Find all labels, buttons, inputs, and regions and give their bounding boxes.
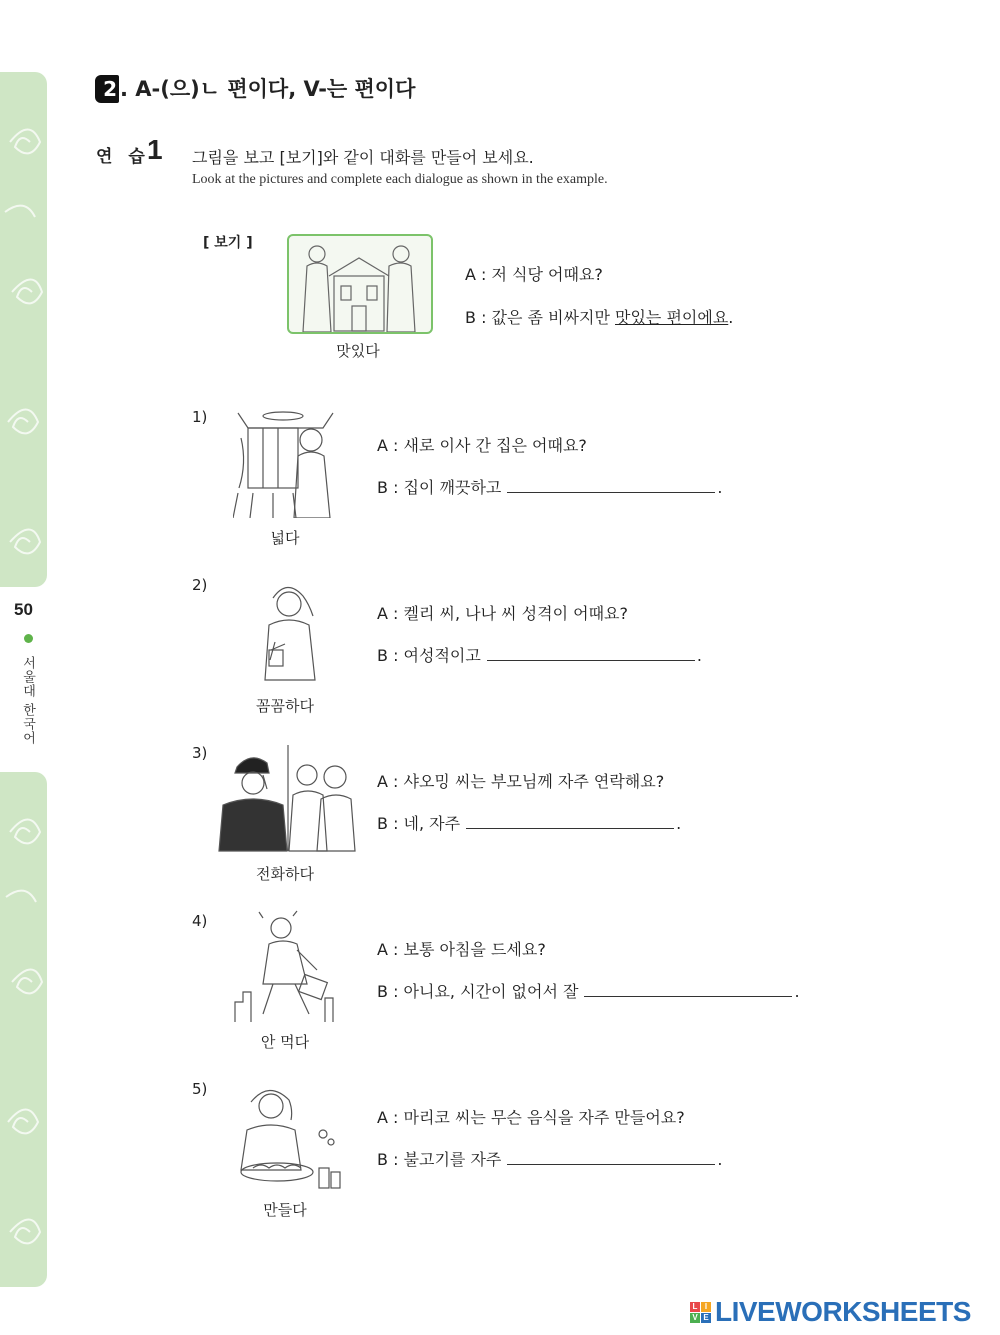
item-number: 5) <box>192 1080 208 1098</box>
answer-blank[interactable] <box>507 1148 715 1165</box>
liveworksheets-logo <box>690 1296 971 1328</box>
item-number: 3) <box>192 744 208 762</box>
logo-text: LIVEWORKSHEETS <box>715 1296 971 1327</box>
answer-blank[interactable] <box>466 812 674 829</box>
running-man-image <box>233 910 338 1022</box>
item-question: A : 샤오밍 씨는 부모님께 자주 연락해요? <box>377 772 665 791</box>
logo-badge <box>690 1302 711 1323</box>
instruction-english: Look at the pictures and complete each dialogue as shown in the example. <box>192 172 608 187</box>
item-caption: 전화하다 <box>256 865 314 883</box>
answer-blank[interactable] <box>584 980 792 997</box>
item-number: 1) <box>192 408 208 426</box>
item-illustration <box>255 580 320 688</box>
answer-prefix: B : 집이 깨끗하고 <box>377 478 502 497</box>
item-illustration <box>233 910 338 1022</box>
item-question: A : 새로 이사 간 집은 어때요? <box>377 436 587 455</box>
section-number-badge <box>95 75 119 103</box>
instruction-korean: 그림을 보고 [보기]와 같이 대화를 만들어 보세요. <box>192 148 534 167</box>
logo-badge-letter: L <box>690 1302 700 1312</box>
item-caption: 안 먹다 <box>260 1033 310 1051</box>
example-question: A : 저 식당 어때요? <box>465 265 603 284</box>
answer-suffix: . <box>676 814 682 833</box>
answer-prefix: B : 아니요, 시간이 없어서 잘 <box>377 982 579 1001</box>
item-illustration <box>215 745 357 855</box>
item-answer <box>377 979 800 1002</box>
item-number: 2) <box>192 576 208 594</box>
item-caption: 만들다 <box>263 1201 307 1219</box>
exercise-number: 1 <box>147 134 163 165</box>
answer-suffix: . <box>794 982 800 1001</box>
page-dot <box>24 634 33 643</box>
example-answer-underlined: 맛있는 편이에요 <box>615 308 729 327</box>
item-caption: 넓다 <box>270 529 300 547</box>
item-question: A : 마리코 씨는 무슨 음식을 자주 만들어요? <box>377 1108 685 1127</box>
answer-blank[interactable] <box>507 476 715 493</box>
answer-prefix: B : 불고기를 자주 <box>377 1150 502 1169</box>
room-image <box>233 408 338 518</box>
logo-badge-letter: I <box>701 1302 711 1312</box>
answer-prefix: B : 여성적이고 <box>377 646 481 665</box>
example-answer <box>465 305 733 328</box>
item-question: A : 켈리 씨, 나나 씨 성격이 어때요? <box>377 604 628 623</box>
item-answer <box>377 811 681 834</box>
exercise-label: 연 습 <box>96 147 150 167</box>
example-answer-prefix: B : 값은 좀 비싸지만 <box>465 308 615 327</box>
item-question: A : 보통 아침을 드세요? <box>377 940 546 959</box>
example-caption: 맛있다 <box>336 342 380 360</box>
page-number: 50 <box>14 600 33 619</box>
side-tab-top <box>0 72 47 587</box>
item-answer <box>377 475 722 498</box>
example-answer-suffix: . <box>728 308 734 327</box>
item-illustration <box>233 408 338 518</box>
item-illustration <box>233 1080 345 1192</box>
restaurant-image <box>289 236 431 332</box>
example-label: [ 보기 ] <box>203 235 253 251</box>
answer-suffix: . <box>717 478 723 497</box>
item-number: 4) <box>192 912 208 930</box>
phone-call-image <box>215 745 357 855</box>
example-illustration <box>287 234 433 334</box>
item-answer <box>377 643 702 666</box>
section-number: 2 <box>103 77 117 101</box>
section-title: . A-(으)ㄴ 편이다, V-는 편이다 <box>120 77 416 101</box>
logo-badge-letter: V <box>690 1313 700 1323</box>
answer-suffix: . <box>696 646 702 665</box>
woman-cooking-image <box>233 1080 345 1192</box>
answer-blank[interactable] <box>487 644 695 661</box>
answer-suffix: . <box>717 1150 723 1169</box>
book-title: 서울대 한국어 <box>20 656 35 746</box>
item-answer <box>377 1147 722 1170</box>
woman-writing-image <box>255 580 320 688</box>
item-caption: 꼼꼼하다 <box>256 697 314 715</box>
logo-badge-letter: E <box>701 1313 711 1323</box>
answer-prefix: B : 네, 자주 <box>377 814 461 833</box>
side-tab-bottom <box>0 772 47 1287</box>
